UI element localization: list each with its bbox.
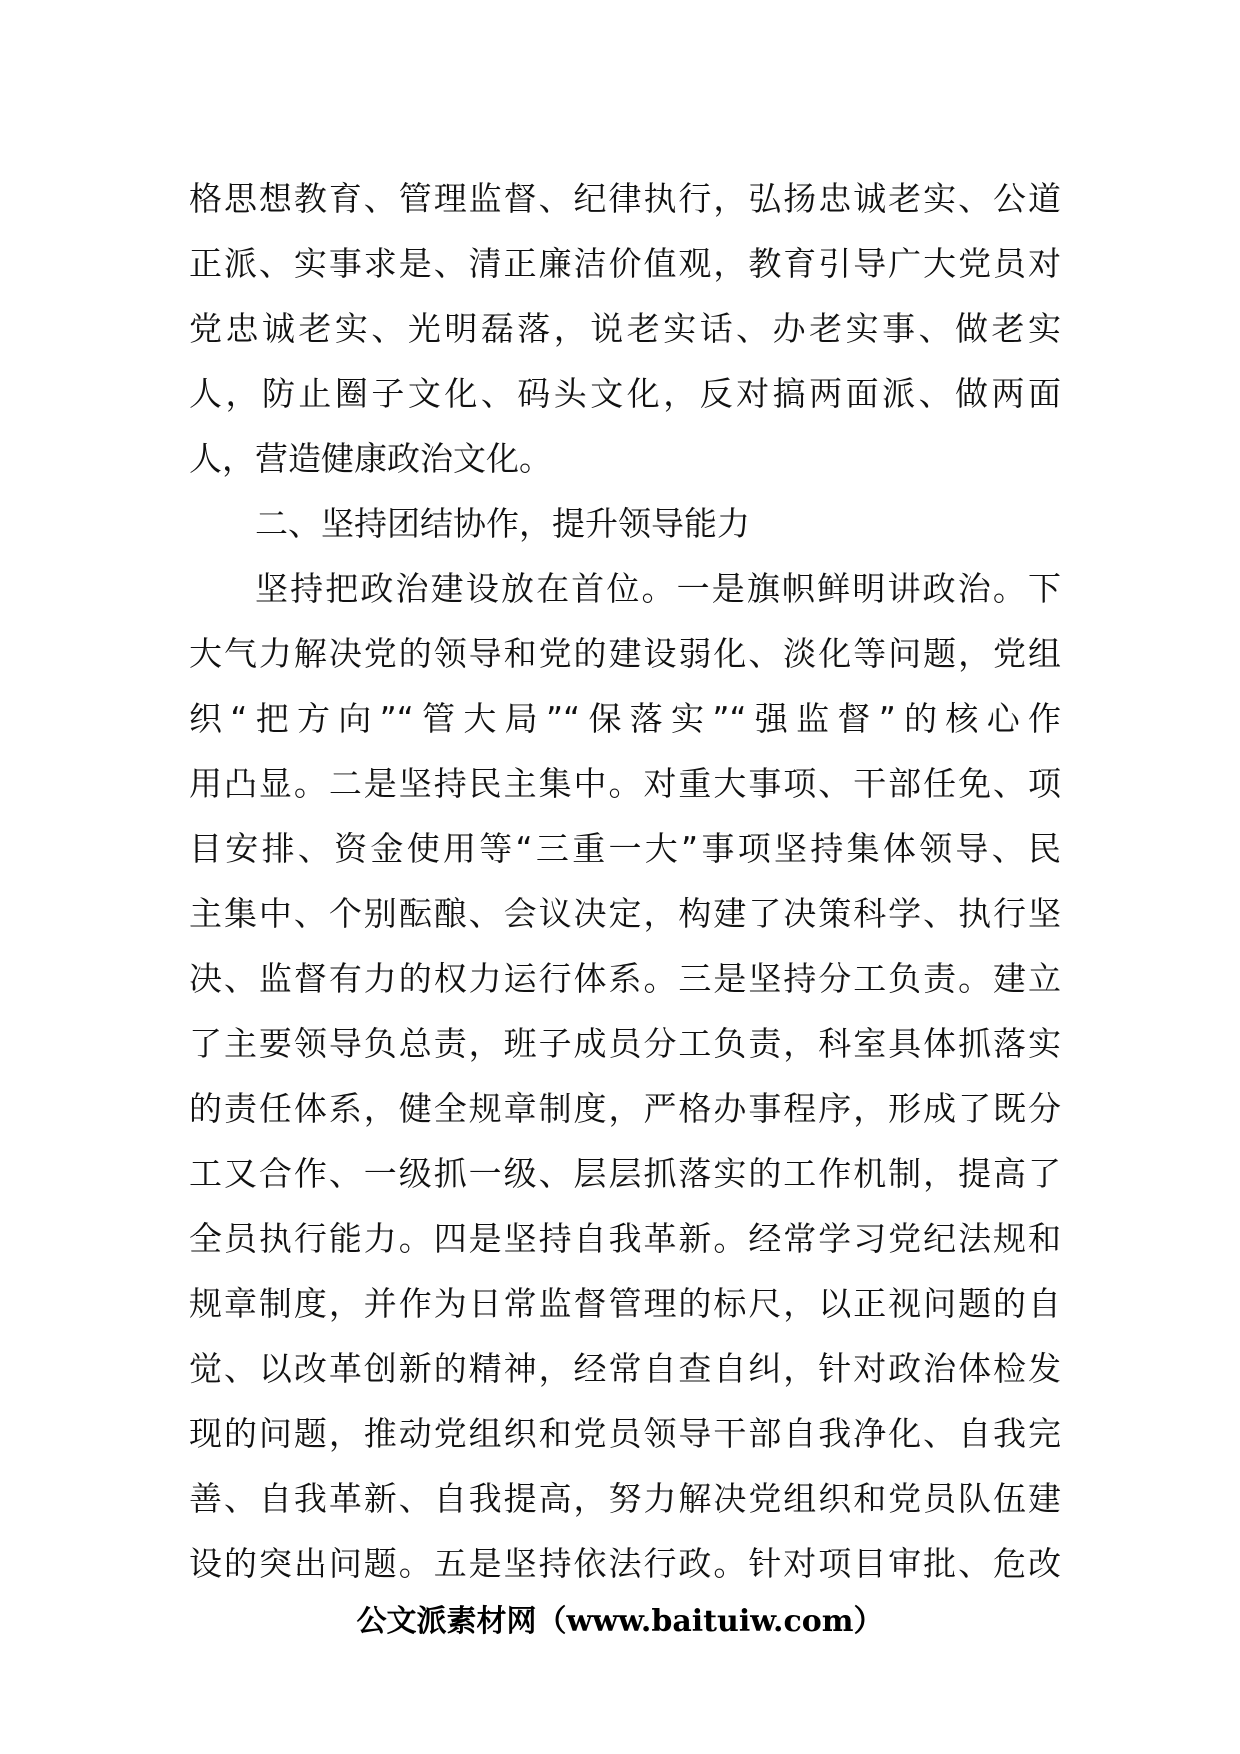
text-line: 全员执行能力。四是坚持自我革新。经常学习党纪法规和 bbox=[189, 1219, 1061, 1258]
text-line: 目安排、资金使用等“三重一大”事项坚持集体领导、民 bbox=[189, 829, 1061, 868]
footer-watermark: 公文派素材网（www.baituiw.com） bbox=[356, 1604, 884, 1639]
text-line: 党忠诚老实、光明磊落，说老实话、办老实事、做老实 bbox=[189, 309, 1061, 348]
text-line: 善、自我革新、自我提高，努力解决党组织和党员队伍建 bbox=[189, 1479, 1061, 1518]
paragraph-first-line: 坚持把政治建设放在首位。一是旗帜鲜明讲政治。下 bbox=[255, 569, 1061, 608]
text-line: 现的问题，推动党组织和党员领导干部自我净化、自我完 bbox=[189, 1414, 1061, 1453]
text-line: 了主要领导负总责，班子成员分工负责，科室具体抓落实 bbox=[189, 1024, 1061, 1063]
text-line: 决、监督有力的权力运行体系。三是坚持分工负责。建立 bbox=[189, 959, 1061, 998]
text-line: 的责任体系，健全规章制度，严格办事程序，形成了既分 bbox=[189, 1089, 1061, 1128]
text-line: 正派、实事求是、清正廉洁价值观，教育引导广大党员对 bbox=[189, 244, 1061, 283]
text-line: 主集中、个别酝酿、会议决定，构建了决策科学、执行坚 bbox=[189, 894, 1061, 933]
text-line: 觉、以改革创新的精神，经常自查自纠，针对政治体检发 bbox=[189, 1349, 1061, 1388]
text-line: 格思想教育、管理监督、纪律执行，弘扬忠诚老实、公道 bbox=[189, 179, 1061, 218]
text-line: 织“把方向”“管大局”“保落实”“强监督”的核心作 bbox=[189, 699, 1061, 738]
text-line: 大气力解决党的领导和党的建设弱化、淡化等问题，党组 bbox=[189, 634, 1061, 673]
section-heading: 二、坚持团结协作，提升领导能力 bbox=[255, 504, 750, 543]
text-line: 规章制度，并作为日常监督管理的标尺，以正视问题的自 bbox=[189, 1284, 1061, 1323]
text-line: 设的突出问题。五是坚持依法行政。针对项目审批、危改 bbox=[189, 1544, 1061, 1583]
body-text bbox=[189, 166, 1061, 1596]
text-line: 人，防止圈子文化、码头文化，反对搞两面派、做两面 bbox=[189, 374, 1061, 413]
text-line: 用凸显。二是坚持民主集中。对重大事项、干部任免、项 bbox=[189, 764, 1061, 803]
text-line: 人，营造健康政治文化。 bbox=[189, 439, 552, 478]
text-line: 工又合作、一级抓一级、层层抓落实的工作机制，提高了 bbox=[189, 1154, 1061, 1193]
